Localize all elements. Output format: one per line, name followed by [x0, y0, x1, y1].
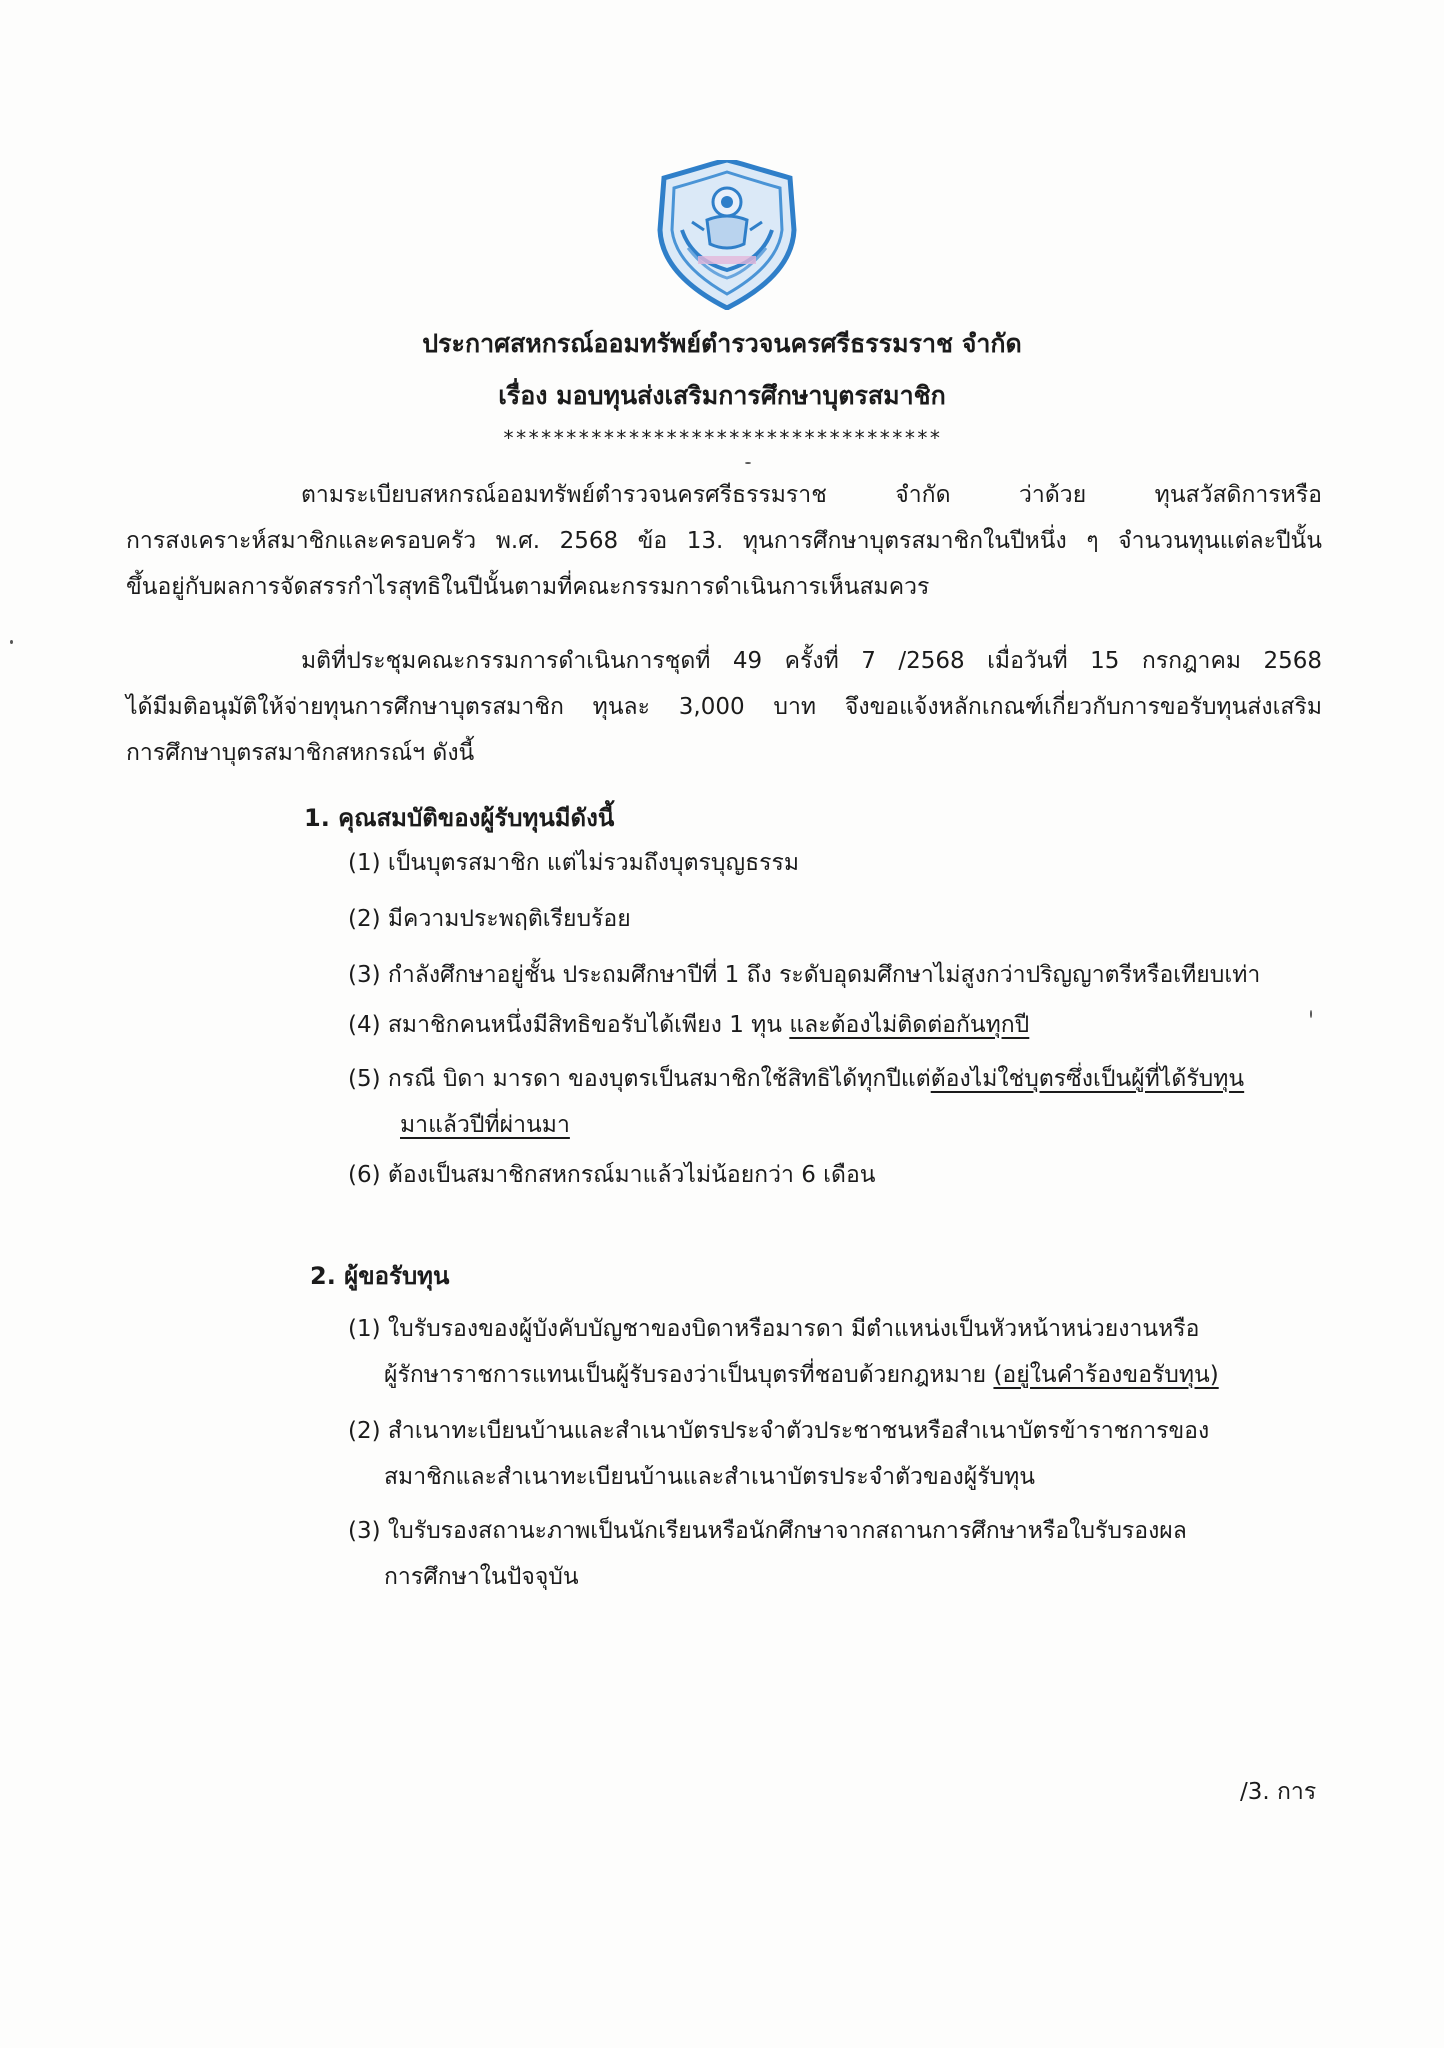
list-item-emphasis: และต้องไม่ติดต่อกันทุกปี [789, 1012, 1030, 1038]
list-item-continued: ผู้รักษาราชการแทนเป็นผู้รับรองว่าเป็นบุตรที่ชอบด้วยกฎหมาย [384, 1362, 994, 1388]
section-heading-qualifications: 1. คุณสมบัติของผู้รับทุนมีดังนี้ [304, 804, 615, 832]
list-item-text: (5) กรณี บิดา มารดา ของบุตรเป็นสมาชิกใช้สิทธิได้ทุกปีแต่ [348, 1066, 931, 1092]
title-separator: *********************************** [502, 426, 942, 450]
scan-speck [10, 640, 13, 644]
paragraph-line: ได้มีมติอนุมัติให้จ่ายทุนการศึกษาบุตรสมาชิก ทุนละ 3,000 บาท จึงขอแจ้งหลักเกณฑ์เกี่ยวกับการขอรับทุนส่งเสริม [126, 694, 1322, 720]
paragraph-line: ตามระเบียบสหกรณ์ออมทรัพย์ตำรวจนครศรีธรรมราช จำกัด ว่าด้วย ทุนสวัสดิการหรือ [301, 482, 1322, 508]
list-item [348, 896, 631, 942]
scan-speck [745, 462, 751, 464]
paragraph-line: มติที่ประชุมคณะกรรมการดำเนินการชุดที่ 49 ครั้งที่ 7 /2568 เมื่อวันที่ 15 กรกฎาคม 2568 [301, 648, 1322, 674]
page-continuation-marker: /3. การ [1240, 1779, 1317, 1805]
list-item-text: (3) กำลังศึกษาอยู่ชั้น ประถมศึกษาปีที่ 1 ถึง ระดับอุดมศึกษาไม่สูงกว่าปริญญาตรีหรือเทียบเท่า [348, 962, 1261, 988]
list-item [348, 1152, 876, 1198]
list-item-text: (1) ใบรับรองของผู้บังคับบัญชาของบิดาหรือมารดา มีตำแหน่งเป็นหัวหน้าหน่วยงานหรือ [348, 1316, 1200, 1342]
list-item-continued: การศึกษาในปัจจุบัน [384, 1564, 579, 1590]
list-item-continued: สมาชิกและสำเนาทะเบียนบ้านและสำเนาบัตรประจำตัวของผู้รับทุน [384, 1464, 1036, 1490]
list-item [348, 1002, 1029, 1048]
paragraph-regulation [126, 472, 1322, 610]
section-heading-applicants: 2. ผู้ขอรับทุน [310, 1262, 450, 1290]
list-item-text: (6) ต้องเป็นสมาชิกสหกรณ์มาแล้วไม่น้อยกว่า 6 เดือน [348, 1162, 876, 1188]
list-item-emphasis-continued: มาแล้วปีที่ผ่านมา [400, 1112, 570, 1138]
list-item-emphasis: (อยู่ในคำร้องขอรับทุน) [993, 1362, 1219, 1388]
paragraph-line: การสงเคราะห์สมาชิกและครอบครัว พ.ศ. 2568 ข้อ 13. ทุนการศึกษาบุตรสมาชิกในปีหนึ่ง ๆ จำนวนทุนแต่ละปีนั้น [126, 528, 1322, 554]
paragraph-line: การศึกษาบุตรสมาชิกสหกรณ์ฯ ดังนี้ [126, 740, 475, 766]
list-item-text: (4) สมาชิกคนหนึ่งมีสิทธิขอรับได้เพียง 1 ทุน [348, 1012, 790, 1038]
list-item [348, 1056, 1244, 1148]
cooperative-emblem-logo [652, 160, 802, 310]
list-item [348, 952, 1260, 998]
list-item [348, 1508, 1187, 1600]
list-item [348, 840, 799, 886]
list-item [348, 1408, 1209, 1500]
document-subject: เรื่อง มอบทุนส่งเสริมการศึกษาบุตรสมาชิก [498, 381, 946, 410]
list-item-text: (2) สำเนาทะเบียนบ้านและสำเนาบัตรประจำตัวประชาชนหรือสำเนาบัตรข้าราชการของ [348, 1418, 1210, 1444]
list-item [348, 1306, 1219, 1398]
list-item-text: (2) มีความประพฤติเรียบร้อย [348, 906, 631, 932]
paragraph-resolution [126, 638, 1322, 776]
list-item-emphasis: ต้องไม่ใช่บุตรซึ่งเป็นผู้ที่ได้รับทุน [930, 1066, 1245, 1092]
paragraph-line: ขึ้นอยู่กับผลการจัดสรรกำไรสุทธิในปีนั้นตามที่คณะกรรมการดำเนินการเห็นสมควร [126, 574, 930, 600]
document-title: ประกาศสหกรณ์ออมทรัพย์ตำรวจนครศรีธรรมราช จำกัด [422, 329, 1022, 358]
list-item-text: (1) เป็นบุตรสมาชิก แต่ไม่รวมถึงบุตรบุญธรรม [348, 850, 799, 876]
list-item-text: (3) ใบรับรองสถานะภาพเป็นนักเรียนหรือนักศึกษาจากสถานการศึกษาหรือใบรับรองผล [348, 1518, 1187, 1544]
scan-speck [1310, 1010, 1312, 1018]
